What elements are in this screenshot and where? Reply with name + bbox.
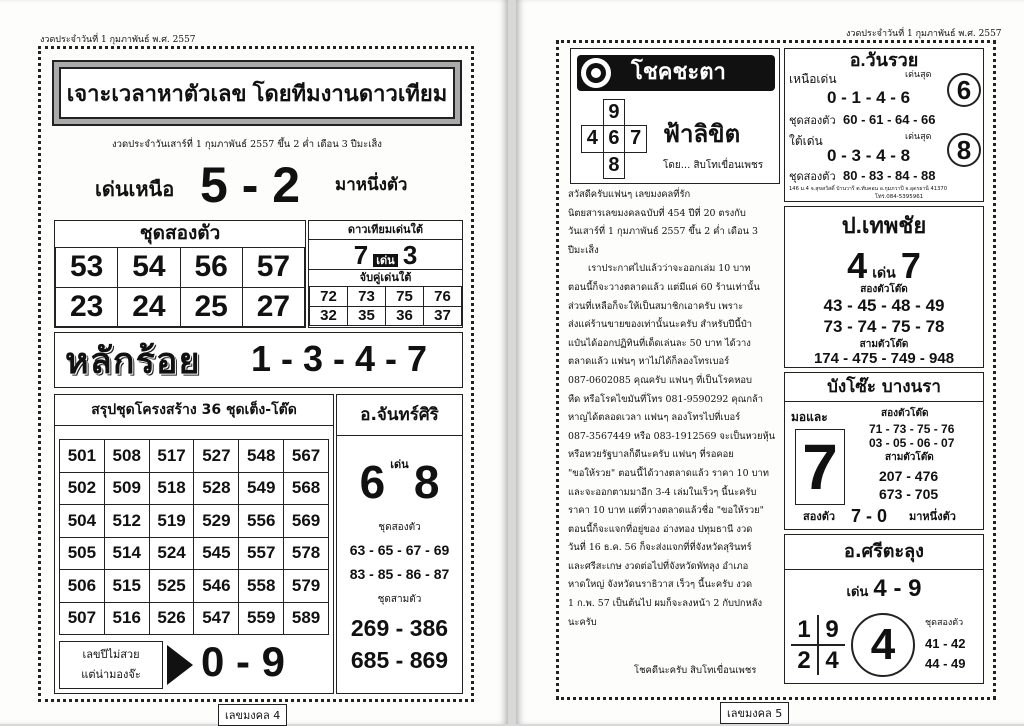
sri-pairs-1: 41 - 42	[925, 636, 966, 651]
sri-lead: 4 - 9	[873, 575, 922, 602]
article-line: วันที่ 16 ธ.ค. 56 ก็จะส่งแจกที่ที่จังหวัดสุรินทร์	[568, 542, 752, 554]
bottom-note	[59, 641, 163, 689]
bang-name: บังโซ๊ะ บางนรา	[785, 373, 983, 402]
summary-cell: 506	[60, 570, 105, 603]
digit-grid-cell	[582, 152, 604, 178]
digit-grid-cell	[582, 100, 604, 126]
summary-cell: 549	[239, 472, 284, 505]
ajarn-pairs-2: 83 - 85 - 86 - 87	[349, 566, 450, 582]
summary-cell: 579	[284, 570, 329, 603]
satellite-pair-cell: 73	[348, 287, 386, 307]
bang-triples-label: สามตัวโต๊ด	[885, 452, 934, 463]
pairs-cell: 23	[56, 287, 118, 327]
summary-box	[54, 394, 334, 694]
summary-row	[60, 570, 329, 603]
summary-cell: 505	[60, 537, 105, 570]
bottom-note-line-1: เลขปีไม่สวย	[82, 648, 140, 661]
sri-lead-word: เด่น	[846, 585, 869, 600]
sri-grid-cell: 2	[791, 645, 818, 675]
article-line: 087-3567449 หรือ 083-1912569 จะเป็นหวยหุ้น	[568, 430, 776, 442]
summary-cell: 547	[194, 602, 239, 635]
satellite-pair-cell: 76	[424, 287, 462, 307]
summary-cell: 548	[239, 440, 284, 473]
satellite-a: 7	[353, 240, 369, 270]
sri-grid	[791, 615, 845, 675]
summary-row	[60, 472, 329, 505]
ajarn-triples-label: ชุดสามตัว	[377, 594, 422, 605]
summary-cell: 512	[104, 505, 149, 538]
summary-cell: 589	[284, 602, 329, 635]
summary-cell: 524	[149, 537, 194, 570]
summary-cell: 568	[284, 472, 329, 505]
article-line: สวัสดีครับแฟนๆ เลขมงคลที่รัก	[568, 189, 691, 200]
wan-south-pairs: 80 - 83 - 84 - 88	[843, 168, 936, 183]
summary-cell: 516	[104, 602, 149, 635]
pairs-cell: 56	[180, 248, 242, 288]
satellite-title: ดาวเทียมเด่นใต้	[309, 221, 462, 240]
article-line: ส่งแค่ร้านขายของเท่านั้นนะครับ สำหรับปีนี้ป๋า	[568, 319, 752, 331]
digit-grid-cell: 7	[625, 126, 647, 152]
summary-cell: 519	[149, 505, 194, 538]
pairs-row	[56, 287, 305, 327]
bang-triples-1: 207 - 476	[879, 468, 939, 484]
banner-title: เจาะเวลาหาตัวเลข โดยทีมงานดาวเทียม	[66, 80, 448, 106]
satellite-pair-cell: 36	[386, 306, 424, 326]
lead-number: 5 - 2	[200, 157, 301, 213]
sri-box	[784, 534, 984, 684]
summary-cell: 527	[194, 440, 239, 473]
lead-suffix: มาหนึ่งตัว	[335, 175, 408, 194]
digit-grid-row	[582, 126, 647, 152]
ajarn-name: อ.จันทร์ศิริ	[337, 395, 462, 436]
summary-row	[60, 440, 329, 473]
satellite-b: 3	[402, 240, 418, 270]
right-header-date: งวดประจำวันที่ 1 กุมภาพันธ์ พ.ศ. 2557	[846, 29, 1002, 39]
bang-big: 7	[795, 429, 845, 505]
article-line: นะครับ	[568, 616, 597, 628]
ajarn-triples-2: 685 - 869	[350, 647, 449, 673]
satellite-pair-cell: 75	[386, 287, 424, 307]
satellite-pairs-title: จับคู่เด่นใต้	[309, 269, 462, 286]
article-line: และศรีสะเกษ งวดต่อไปที่จังหวัดพัทลุง อำเภอ	[568, 560, 749, 572]
wan-phone: โทร.084-5395961	[875, 194, 924, 200]
pairs-cell: 25	[180, 287, 242, 327]
thep-pairs-label: สองตัวโต๊ด	[860, 284, 908, 295]
wan-south-best: 8	[947, 133, 981, 167]
summary-cell: 525	[149, 570, 194, 603]
lead-label: เด่นเหนือ	[95, 179, 175, 201]
digit-grid-row	[582, 152, 647, 178]
article-sign: โชคดีนะครับ สิบโทเขื่อนเพชร	[634, 665, 757, 676]
bottom-note-line-2: แต่น่ามองจ๊ะ	[81, 668, 141, 681]
article-line: "ขอให้รวย" ตอนนี้ได้วางตลาดแล้ว ราคา 10 บาท	[568, 467, 769, 479]
bang-box	[784, 372, 984, 530]
sri-grid-cell: 9	[818, 615, 845, 645]
bang-footer-suffix: มาหนึ่งตัว	[909, 510, 956, 523]
pairs-cell: 24	[118, 287, 180, 327]
digit-grid-cell: 6	[603, 126, 625, 152]
summary-cell: 514	[104, 537, 149, 570]
summary-cell: 509	[104, 472, 149, 505]
digit-grid-cell	[625, 100, 647, 126]
summary-cell: 528	[194, 472, 239, 505]
summary-cell: 518	[149, 472, 194, 505]
satellite-pair-row	[310, 287, 462, 307]
digit-grid-cell: 4	[582, 126, 604, 152]
summary-row	[60, 537, 329, 570]
article-line: แป๋นได้ออกปฏิทินที่เด็ดเล่นละ 50 บาท ได้วาง	[568, 337, 751, 349]
article-line: 087-0602085 คุณครับ แฟนๆ ที่เป็นโรคหอบ	[568, 374, 752, 386]
digit-grid-cell: 9	[603, 100, 625, 126]
brand-box	[570, 48, 780, 184]
wan-north-best-label: เด่นสุด	[905, 70, 932, 80]
sri-grid-row	[791, 615, 845, 645]
brand-name: โชคชะตา	[631, 59, 726, 84]
summary-cell: 504	[60, 505, 105, 538]
banner	[52, 60, 462, 126]
summary-cell: 529	[194, 505, 239, 538]
summary-cell: 508	[104, 440, 149, 473]
article-line: ส่วนที่เหลือก็จะให้เป็นสมาชิกเอาครับ เพราะ	[568, 300, 744, 312]
summary-cell: 526	[149, 602, 194, 635]
bang-pairs-2: 03 - 05 - 06 - 07	[869, 436, 955, 450]
article-line: หาดใหญ่ จังหวัดนราธิวาส เร็วๆ นี้นะครับ งวด	[568, 579, 753, 591]
summary-cell: 569	[284, 505, 329, 538]
summary-cell: 578	[284, 537, 329, 570]
left-page-footer: เลขมงคล 4	[218, 704, 287, 726]
article-line: หืด หรือโรคไขมันที่โทร 081-9590292 คุณกล้า	[568, 393, 764, 405]
summary-cell: 558	[239, 570, 284, 603]
ajarn-box	[336, 394, 463, 694]
article-line: เราประกาศไปแล้วว่าจะออกเล่ม 10 บาท	[588, 263, 751, 275]
article-line: ปีมะเส็ง	[568, 244, 599, 256]
summary-cell: 559	[239, 602, 284, 635]
digit-grid-cell	[625, 152, 647, 178]
wan-south-pairs-label: ชุดสองตัว	[789, 170, 836, 183]
wan-north-best: 6	[947, 73, 981, 107]
pairs-cell: 54	[118, 248, 180, 288]
article-line: ตอนนี้ก็จะแจกที่อยู่ของ อ่างทอง ปทุมธานี งวด	[568, 523, 753, 535]
thep-name: ป.เทพชัย	[841, 213, 927, 238]
summary-cell: 502	[60, 472, 105, 505]
article-line: นิตยสารเลขมงคลฉบับที่ 454 ปีที่ 20 ตรงกับ	[568, 207, 746, 219]
summary-cell: 556	[239, 505, 284, 538]
digit-grid	[581, 99, 647, 179]
hundreds-box	[54, 332, 463, 388]
fah-byline: โดย... สิบโทเขื่อนเพชร	[663, 160, 764, 171]
satellite-pairs-table	[309, 286, 462, 326]
hundreds-label: หลักร้อย	[65, 340, 201, 381]
wan-address: 146 ม.4 จ.สุขสวัสดิ์ บ้านวารี ต.ทับคอน อ.กุมภวาปี จ.อุดรธานี 41370	[789, 186, 948, 192]
wan-south-best-label: เด่นสุด	[905, 132, 932, 142]
right-page-footer: เลขมงคล 5	[720, 702, 789, 724]
summary-table	[59, 439, 329, 635]
bang-pairs-label: สองตัวโต๊ด	[881, 408, 929, 419]
summary-cell: 517	[149, 440, 194, 473]
satellite-box	[308, 220, 463, 328]
pairs-table	[55, 247, 305, 327]
wan-box	[784, 48, 984, 202]
satellite-pair-cell: 37	[424, 306, 462, 326]
summary-cell: 546	[194, 570, 239, 603]
bang-label: มอและ	[791, 410, 828, 424]
thep-b: 7	[900, 245, 921, 286]
sri-name: อ.ศรีตะลุง	[785, 535, 983, 570]
pairs-cell: 53	[56, 248, 118, 288]
thep-triples: 174 - 475 - 749 - 948	[813, 350, 955, 367]
article-line: และจะออกตามมาอีก 3-4 เล่มในเร็วๆ นี้นะครับ	[568, 486, 757, 498]
bang-footer-label: สองตัว	[803, 510, 836, 523]
digit-grid-row	[582, 100, 647, 126]
wan-name: อ.วันรวย	[849, 50, 919, 70]
summary-cell: 507	[60, 602, 105, 635]
ajarn-a: 6	[359, 456, 386, 508]
summary-cell: 557	[239, 537, 284, 570]
bang-triples-2: 673 - 705	[879, 486, 939, 502]
ajarn-lead-word: เด่น	[390, 458, 409, 471]
brand-logo-icon	[581, 58, 611, 88]
satellite-pair-row	[310, 306, 462, 326]
wan-south-label: ใต้เด่น	[789, 134, 823, 148]
sri-grid-cell: 1	[791, 615, 818, 645]
pairs-cell: 57	[242, 248, 304, 288]
sri-pairs-label: ชุดสองตัว	[925, 618, 964, 628]
arrow-icon	[167, 645, 193, 685]
summary-cell: 545	[194, 537, 239, 570]
wan-north-pairs-label: ชุดสองตัว	[789, 114, 836, 127]
left-header-date: งวดประจำวันที่ 1 กุมภาพันธ์ พ.ศ. 2557	[40, 35, 196, 45]
ajarn-pairs-label: ชุดสองตัว	[378, 522, 421, 533]
satellite-lead-word: เด่น	[373, 254, 397, 267]
summary-cell: 501	[60, 440, 105, 473]
left-page	[0, 0, 508, 724]
summary-cell: 515	[104, 570, 149, 603]
right-page	[516, 0, 1024, 724]
fah-title: ฟ้าลิขิต	[663, 121, 741, 148]
article-line: ตลาดแล้ว แฟนๆ หาไม่ได้ก็ลองโทรเบอร์	[568, 356, 730, 368]
summary-row	[60, 602, 329, 635]
thep-pairs-1: 43 - 45 - 48 - 49	[823, 296, 945, 315]
sri-grid-cell: 4	[825, 646, 839, 674]
article-line: หาญได้ตลอดเวลา แฟนๆ ลองโทรไปที่เบอร์	[568, 412, 741, 424]
pairs-cell: 27	[242, 287, 304, 327]
sri-pairs-2: 44 - 49	[925, 656, 966, 671]
thep-box	[784, 206, 984, 368]
summary-cell: 567	[284, 440, 329, 473]
pairs-box	[54, 220, 306, 328]
ajarn-triples-1: 269 - 386	[350, 615, 449, 641]
pairs-title: ชุดสองตัว	[55, 221, 305, 248]
pairs-row	[56, 248, 305, 288]
bang-pairs-1: 71 - 73 - 75 - 76	[869, 422, 955, 436]
article-line: หรือหวยรัฐบาลก็ดีนะครับ แฟนๆ ที่รอคอย	[568, 449, 734, 461]
thep-a: 4	[847, 245, 868, 286]
thep-pairs-2: 73 - 74 - 75 - 78	[823, 317, 945, 336]
digit-grid-cell: 8	[603, 152, 625, 178]
sri-circle: 4	[851, 613, 915, 677]
satellite-pair-cell: 32	[310, 306, 348, 326]
wan-north-label: เหนือเด่น	[789, 72, 837, 86]
wan-north-pairs: 60 - 61 - 64 - 66	[843, 112, 936, 127]
summary-row	[60, 505, 329, 538]
bang-footer-value: 7 - 0	[851, 506, 888, 526]
article	[568, 186, 775, 632]
article-line: 1 ก.พ. 57 เป็นต้นไป ผมก็จะลงหน้า 2 กับปกหลัง	[568, 598, 763, 610]
hundreds-value: 1 - 3 - 4 - 7	[251, 338, 428, 379]
article-line: ราคา 10 บาท แต่ที่วางตลาดแล้วชื่อ "ขอให้รวย"	[568, 505, 764, 517]
wan-south-digits: 0 - 3 - 4 - 8	[827, 146, 911, 165]
satellite-pair-cell: 35	[348, 306, 386, 326]
sri-grid-row	[791, 645, 845, 675]
wan-north-digits: 0 - 1 - 4 - 6	[827, 88, 911, 107]
article-line: วันเสาร์ที่ 1 กุมภาพันธ์ 2557 ขึ้น 2 ค่ำ เดือน 3	[568, 226, 758, 238]
bottom-number: 0 - 9	[201, 638, 286, 685]
thep-triples-label: สามตัวโต๊ด	[859, 339, 909, 350]
ajarn-pairs-1: 63 - 65 - 67 - 69	[349, 542, 450, 558]
satellite-pair-cell: 72	[310, 287, 348, 307]
ajarn-b: 8	[413, 456, 440, 508]
thep-lead-word: เด่น	[872, 265, 896, 282]
summary-title: สรุปชุดโครงสร้าง 36 ชุดเต็ง-โต๊ด	[55, 395, 333, 426]
left-subtitle: งวดประจำวันเสาร์ที่ 1 กุมภาพันธ์ 2557 ขึ้น 2 ค่ำ เดือน 3 ปีมะเส็ง	[112, 139, 382, 150]
article-line: ตอนนี้ก็จะวางตลาดแล้ว แต่มีแค่ 60 ร้านเท่านั้น	[568, 281, 760, 293]
